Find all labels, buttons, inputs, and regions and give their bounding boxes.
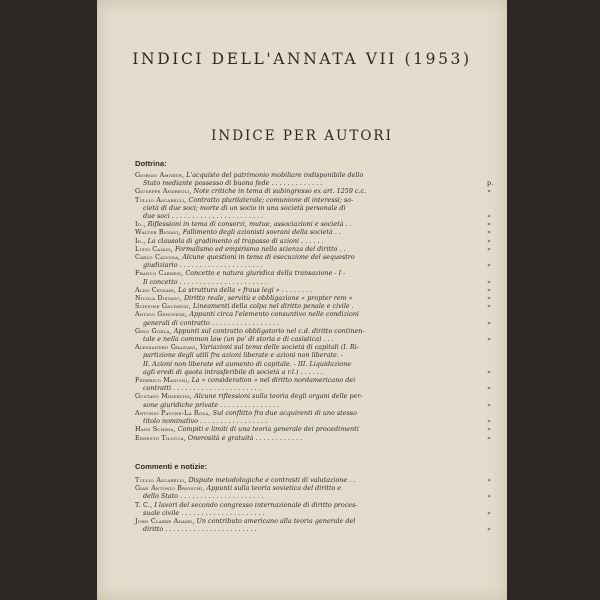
- author-name: Aldo Cessari,: [135, 285, 177, 294]
- index-entry: [135, 253, 527, 269]
- entry-text: [135, 237, 463, 245]
- entry-line: due soci . . . . . . . . . . . . . . . . . . . . . . .: [143, 212, 264, 221]
- page-value: 721: [513, 212, 527, 221]
- page-number: [469, 278, 527, 286]
- page-number: [469, 286, 527, 294]
- page-number: [469, 319, 527, 327]
- author-name: Ernesto Tilocca,: [135, 433, 186, 442]
- author-name: Franco Carresi,: [135, 269, 184, 278]
- entry-text: [135, 220, 463, 228]
- page-value: 1093: [509, 525, 527, 534]
- page-number: [469, 335, 527, 343]
- page-number: [469, 261, 527, 269]
- entry-text: [135, 425, 463, 433]
- page-value: 476: [513, 179, 527, 188]
- entry-line: [135, 302, 463, 310]
- author-name: Gian Antonio Brioschi,: [135, 484, 205, 493]
- index-entry: [135, 392, 527, 408]
- entry-line: contratti . . . . . . . . . . . . . . . . . . . . . .: [143, 384, 261, 393]
- entry-line: [135, 294, 463, 302]
- index-entry: [135, 343, 527, 376]
- author-name: Federico Mancini,: [135, 376, 190, 385]
- entry-line: [135, 253, 463, 261]
- author-name: Gustavo Minervini,: [135, 392, 193, 401]
- page-prefix: »: [487, 261, 492, 270]
- page-prefix: »: [487, 425, 492, 434]
- author-name: Nicola Distaso,: [135, 294, 182, 303]
- page-value: 1039: [509, 384, 527, 393]
- page-prefix: »: [487, 302, 492, 311]
- author-name: Id.,: [135, 220, 146, 229]
- page-number: [469, 302, 527, 310]
- entries-dottrina: [135, 171, 527, 442]
- authors-index-title: INDICE PER AUTORI: [211, 128, 393, 144]
- page-value: 73: [518, 261, 527, 270]
- entry-line: cietà di due soci; morte di un socio in una società personale di: [143, 203, 346, 212]
- entry-text: [135, 484, 463, 500]
- page-number: [469, 492, 527, 500]
- entry-line: [135, 409, 463, 417]
- page-value: 746: [513, 367, 527, 376]
- entry-line: [135, 196, 463, 204]
- page-value: 757: [513, 425, 527, 434]
- entry-text: [135, 286, 463, 294]
- page-prefix: »: [487, 318, 492, 327]
- page-number: [469, 187, 527, 195]
- entry-line: diritto . . . . . . . . . . . . . . . . . . . . . . .: [143, 525, 257, 534]
- page-number: [469, 237, 527, 245]
- entry-text: [135, 517, 463, 533]
- index-entry: [135, 237, 527, 245]
- work-title: Variazioni sul tema delle società di capitali (I. Ri-: [197, 343, 359, 352]
- index-entry: [135, 376, 527, 392]
- entry-line: [135, 245, 463, 253]
- entry-line: II. Azioni non liberate ed aumento di capitale. - III. Liquidazione: [143, 359, 352, 368]
- work-title: Sul conflitto fra due acquirenti di uno stesso: [210, 408, 357, 417]
- page-prefix: p.: [487, 179, 494, 188]
- page-prefix: »: [487, 335, 492, 344]
- entry-text: [135, 245, 463, 253]
- author-name: Antonio Pavone-La Rosa,: [135, 408, 211, 417]
- section-heading-dottrina: Dottrina:: [135, 159, 167, 168]
- entry-line: [135, 187, 463, 195]
- entries-commenti: [135, 476, 527, 533]
- page-number: [469, 417, 527, 425]
- index-entry: [135, 245, 527, 253]
- index-entry: [135, 310, 527, 326]
- index-entry: [135, 294, 527, 302]
- work-title: Fallimento degli azionisti sovrani della società . .: [180, 228, 341, 237]
- entry-line: dello Stato . . . . . . . . . . . . . . . . . . . . .: [143, 492, 264, 501]
- page-prefix: »: [487, 244, 492, 253]
- entry-text: [135, 476, 463, 484]
- page-prefix: »: [487, 508, 492, 517]
- page-prefix: »: [487, 228, 492, 237]
- page-prefix: »: [487, 294, 492, 303]
- index-entry: [135, 196, 527, 221]
- entry-text: [135, 187, 463, 195]
- entry-line: [135, 392, 463, 400]
- page-prefix: »: [487, 384, 492, 393]
- page-prefix: »: [487, 417, 492, 426]
- author-name: Gino Gorla,: [135, 326, 172, 335]
- entry-line: giudiziario . . . . . . . . . . . . . . . . . . . . .: [143, 261, 263, 270]
- page-value: 1071: [509, 285, 527, 294]
- entry-text: [135, 171, 463, 187]
- book-page: [97, 0, 527, 600]
- author-name: Tullio Ascarelli,: [135, 476, 187, 484]
- entry-text: [135, 501, 463, 517]
- author-name: Giuseppe Andreoli,: [135, 187, 192, 196]
- entry-text: [135, 327, 463, 343]
- page-value: 437: [513, 294, 527, 303]
- page-value: 989: [513, 335, 527, 344]
- author-name: Giorgio Amorth,: [135, 171, 185, 179]
- index-entry: [135, 425, 527, 433]
- page-value: 696: [513, 318, 527, 327]
- author-name: John Clarke Adams,: [135, 517, 195, 526]
- author-name: Alessandro Graziani,: [135, 343, 198, 352]
- index-entry: [135, 302, 527, 310]
- entry-line: suale civile . . . . . . . . . . . . . . . . . . . . .: [143, 508, 265, 517]
- work-title: La clausola di gradimento al trapasso di azioni . . . . . .: [145, 236, 324, 245]
- author-name: T. C.,: [135, 500, 153, 509]
- entry-line: [135, 171, 463, 179]
- work-title: Alcune riflessioni sulla teoria degli organi delle per-: [192, 392, 363, 401]
- work-title: Alcune questioni in tema di esecuzione del sequestro: [180, 253, 355, 262]
- page-value: 773: [513, 302, 527, 311]
- work-title: Appunti circa l'elemento consuntivo nelle condizioni: [187, 310, 359, 319]
- page-value: 83: [518, 244, 527, 253]
- entry-line: [135, 434, 463, 442]
- work-title: Lineamenti della colpa nel diritto penale e civile .: [191, 302, 354, 311]
- entry-line: [135, 343, 463, 351]
- author-name: Id.,: [135, 236, 146, 245]
- page-value: 327: [513, 220, 527, 229]
- page-value: 136: [513, 492, 527, 501]
- author-name: Hans Schima,: [135, 425, 176, 434]
- page-value: 1: [522, 236, 527, 245]
- work-title: Appunti sul contratto obbligatorio nel c.d. diritto continen-: [171, 326, 365, 335]
- author-name: Antigo Genovese,: [135, 310, 188, 319]
- work-title: La « consideration » nel diritto nordamericano dei: [189, 376, 356, 385]
- author-name: Walter Bigiavi,: [135, 228, 181, 237]
- entry-line: agli eredi di quota intrasferibile di società a r.l.) . . . . . .: [143, 367, 323, 376]
- entry-line: [135, 376, 463, 384]
- entry-line: [135, 476, 463, 484]
- page-prefix: »: [487, 187, 492, 196]
- entry-line: [135, 228, 463, 236]
- index-entry: [135, 434, 527, 442]
- page-value: 351: [513, 228, 527, 237]
- page-value: 53: [518, 433, 527, 442]
- work-title: Diritto reale, servitù e obbligazione « propter rem »: [181, 294, 353, 303]
- page-number: [469, 212, 527, 220]
- entry-text: [135, 269, 463, 285]
- page-number: [469, 434, 527, 442]
- index-entry: [135, 484, 527, 500]
- page-value: 1097: [509, 508, 527, 517]
- work-title: L'acquisto del patrimonio mobiliare indisponibile dello: [184, 171, 364, 179]
- page-number: [469, 228, 527, 236]
- page-value: 935: [513, 400, 527, 409]
- page-number: [469, 525, 527, 533]
- page-number: [469, 368, 527, 376]
- entry-text: [135, 196, 463, 221]
- entry-line: [135, 501, 463, 509]
- entry-line: [135, 425, 463, 433]
- author-name: Luigi Caiani,: [135, 244, 173, 253]
- work-title: La struttura della « fraus legi » . . . . . . . .: [176, 285, 313, 294]
- index-entry: [135, 517, 527, 533]
- page-value: 657: [513, 417, 527, 426]
- index-entry: [135, 409, 527, 425]
- page-prefix: »: [487, 277, 492, 286]
- entry-text: [135, 343, 463, 376]
- entry-text: [135, 392, 463, 408]
- page-prefix: »: [487, 433, 492, 442]
- page-prefix: »: [487, 367, 492, 376]
- entry-line: [135, 269, 463, 277]
- entry-text: [135, 376, 463, 392]
- entry-line: Il concetto . . . . . . . . . . . . . . . . . . . . . .: [143, 277, 267, 286]
- index-entry: [135, 187, 527, 195]
- entry-line: generali di contratto . . . . . . . . . . . . . . . . .: [143, 318, 279, 327]
- index-entry: [135, 171, 527, 187]
- work-title: Formalismo ed empirismo nella scienza del diritto . .: [172, 244, 346, 253]
- index-entry: [135, 286, 527, 294]
- page-number: [469, 220, 527, 228]
- page-number: [469, 476, 527, 484]
- entry-line: [135, 220, 463, 228]
- entry-text: [135, 253, 463, 269]
- work-title: Riflessioni in tema di consorzi, mutue, associazioni e società . .: [145, 220, 352, 229]
- author-name: Scipione Gaudenzi,: [135, 302, 192, 311]
- entry-text: [135, 228, 463, 236]
- entry-line: [135, 517, 463, 525]
- page-prefix: »: [487, 400, 492, 409]
- entry-line: sone giuridiche private . . . . . . . . . . . . . . .: [143, 400, 279, 409]
- page-prefix: »: [487, 285, 492, 294]
- entry-line: tale e nella common law (un po' di storia e di casistica) . . .: [143, 335, 334, 344]
- author-name: Tullio Ascarelli,: [135, 195, 187, 204]
- work-title: Compiti e limiti di una teoria generale dei procedimenti: [175, 425, 359, 434]
- work-title: Appunti sulla teoria sovietica del diritto e: [204, 484, 342, 493]
- entry-line: partizione degli utili fra azioni liberate e azioni non liberate. -: [143, 351, 343, 360]
- page-prefix: »: [487, 220, 492, 229]
- entry-line: Stato mediante possesso di buona fede . . . . . . . . . . . . .: [143, 179, 323, 188]
- page-number: [469, 245, 527, 253]
- page-prefix: »: [487, 212, 492, 221]
- author-name: Carlo Calvosa,: [135, 253, 181, 262]
- work-title: Un contributo americano alla teoria generale del: [194, 517, 356, 526]
- entry-line: titolo nominativo . . . . . . . . . . . . . . . . .: [143, 417, 268, 426]
- page-value: 115: [513, 476, 527, 484]
- entry-line: [135, 237, 463, 245]
- index-entry: [135, 501, 527, 517]
- index-entry: [135, 228, 527, 236]
- entry-text: [135, 409, 463, 425]
- entry-line: [135, 286, 463, 294]
- index-entry: [135, 327, 527, 343]
- index-entry: [135, 220, 527, 228]
- entry-text: [135, 294, 463, 302]
- work-title: Note critiche in tema di subingresso ex art. 1259 c.c.: [191, 187, 367, 196]
- page-number: [469, 425, 527, 433]
- page-prefix: »: [487, 236, 492, 245]
- section-heading-commenti: Commenti e notizie:: [135, 462, 208, 471]
- entry-text: [135, 302, 463, 310]
- index-entry: [135, 476, 527, 484]
- work-title: Dispute metodologiche e contrasti di valutazione . .: [186, 476, 356, 484]
- work-title: Onerosità e gratuità . . . . . . . . . . . .: [185, 433, 303, 442]
- page-value: 421: [513, 187, 527, 196]
- entry-line: [135, 484, 463, 492]
- page-number: [469, 384, 527, 392]
- work-title: I lavori del secondo congresso internazionale di diritto proces-: [152, 500, 358, 509]
- page-number: [469, 401, 527, 409]
- page-number: [469, 509, 527, 517]
- entry-line: [135, 310, 463, 318]
- work-title: Concetto e natura giuridica della transazione - I -: [183, 269, 346, 278]
- page-prefix: »: [487, 525, 492, 534]
- volume-index-title: INDICI DELL'ANNATA VII (1953): [132, 50, 472, 68]
- work-title: Contratto plurilaterale; comunione di interessi; so-: [186, 195, 354, 204]
- page-prefix: »: [487, 476, 492, 484]
- page-number: [469, 179, 527, 187]
- index-entry: [135, 269, 527, 285]
- page-prefix: »: [487, 492, 492, 501]
- entry-line: [135, 327, 463, 335]
- page-value: 361: [513, 277, 527, 286]
- page-number: [469, 294, 527, 302]
- entry-text: [135, 434, 463, 442]
- entry-text: [135, 310, 463, 326]
